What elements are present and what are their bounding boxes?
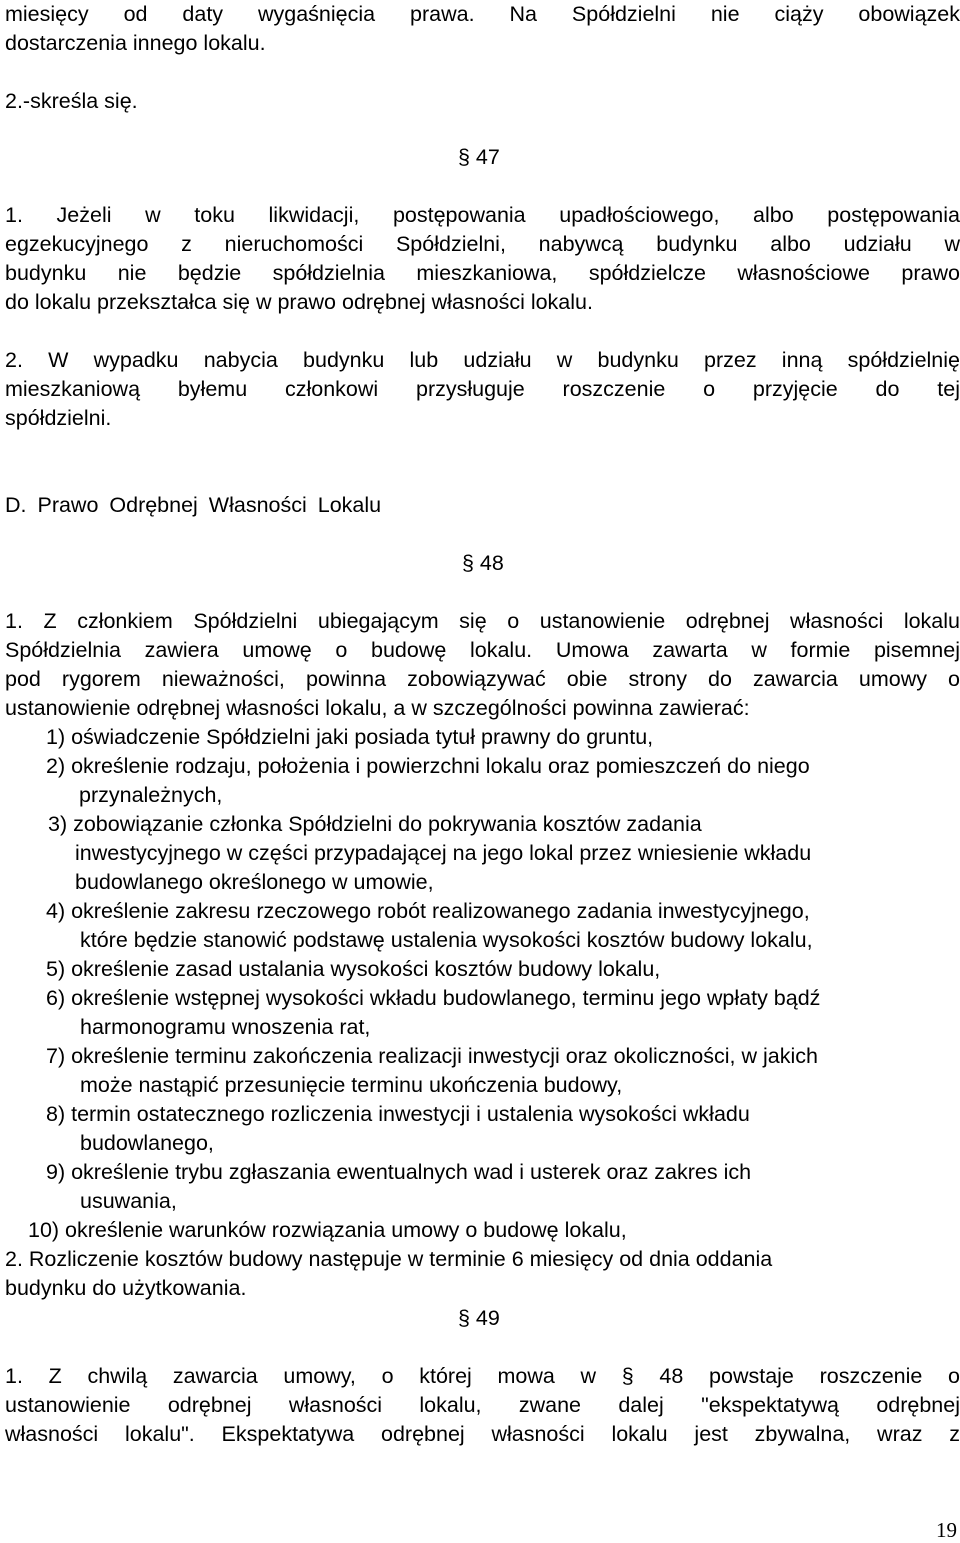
section-heading-49: § 49 bbox=[458, 1306, 500, 1330]
text-line: do lokalu przekształca się w prawo odrębnej własności lokalu. bbox=[5, 290, 593, 314]
text-line: 1. Z członkiem Spółdzielni ubiegającym się o ustanowienie odrębnej własności lokalu bbox=[5, 609, 960, 633]
chapter-heading: D. Prawo Odrębnej Własności Lokalu bbox=[5, 493, 382, 517]
text-line: budynku nie będzie spółdzielnia mieszkaniowa, spółdzielcze własnościowe prawo bbox=[5, 261, 960, 285]
text-line: pod rygorem nieważności, powinna zobowiązywać obie strony do zawarcia umowy o bbox=[5, 667, 960, 691]
list-item-continuation: przynależnych, bbox=[79, 783, 223, 807]
list-item-continuation: usuwania, bbox=[80, 1189, 177, 1213]
text-line: 1. Z chwilą zawarcia umowy, o której mowa w § 48 powstaje roszczenie o bbox=[5, 1364, 960, 1388]
text-line: 2. Rozliczenie kosztów budowy następuje w terminie 6 miesięcy od dnia oddania bbox=[5, 1247, 773, 1271]
list-item-continuation: harmonogramu wnoszenia rat, bbox=[80, 1015, 371, 1039]
text-line: 1. Jeżeli w toku likwidacji, postępowania upadłościowego, albo postępowania bbox=[5, 203, 960, 227]
text-line: mieszkaniową byłemu członkowi przysługuje roszczenie o przyjęcie do tej bbox=[5, 377, 960, 401]
text-line: własności lokalu". Ekspektatywa odrębnej własności lokalu jest zbywalna, wraz z bbox=[5, 1422, 960, 1446]
text-line: ustanowienie odrębnej własności lokalu, a w szczególności powinna zawierać: bbox=[5, 696, 750, 720]
list-item: 5) określenie zasad ustalania wysokości kosztów budowy lokalu, bbox=[46, 957, 661, 981]
text-line: egzekucyjnego z nieruchomości Spółdzielni, nabywcą budynku albo udziału w bbox=[5, 232, 960, 256]
list-item: 10) określenie warunków rozwiązania umowy o budowę lokalu, bbox=[28, 1218, 627, 1242]
text-line: spółdzielni. bbox=[5, 406, 112, 430]
list-item: 2) określenie rodzaju, położenia i powierzchni lokalu oraz pomieszczeń do niego bbox=[46, 754, 810, 778]
list-item: 4) określenie zakresu rzeczowego robót realizowanego zadania inwestycyjnego, bbox=[46, 899, 810, 923]
text-line: 2.-skreśla się. bbox=[5, 89, 138, 113]
list-item-continuation: może nastąpić przesunięcie terminu ukończenia budowy, bbox=[80, 1073, 623, 1097]
list-item: 3) zobowiązanie członka Spółdzielni do pokrywania kosztów zadania bbox=[48, 812, 702, 836]
list-item: 6) określenie wstępnej wysokości wkładu budowlanego, terminu jego wpłaty bądź bbox=[46, 986, 821, 1010]
page-number: 19 bbox=[936, 1518, 957, 1542]
list-item-continuation: inwestycyjnego w części przypadającej na jego lokal przez wniesienie wkładu bbox=[75, 841, 812, 865]
section-heading-47: § 47 bbox=[458, 145, 500, 169]
text-line: budynku do użytkowania. bbox=[5, 1276, 247, 1300]
list-item: 7) określenie terminu zakończenia realizacji inwestycji oraz okoliczności, w jakich bbox=[46, 1044, 818, 1068]
section-heading-48: § 48 bbox=[462, 551, 504, 575]
list-item-continuation: budowlanego określonego w umowie, bbox=[75, 870, 434, 894]
list-item: 9) określenie trybu zgłaszania ewentualnych wad i usterek oraz zakres ich bbox=[46, 1160, 752, 1184]
list-item-continuation: które będzie stanowić podstawę ustalenia wysokości kosztów budowy lokalu, bbox=[80, 928, 813, 952]
list-item: 1) oświadczenie Spółdzielni jaki posiada tytuł prawny do gruntu, bbox=[46, 725, 654, 749]
list-item: 8) termin ostatecznego rozliczenia inwestycji i ustalenia wysokości wkładu bbox=[46, 1102, 750, 1126]
text-line: dostarczenia innego lokalu. bbox=[5, 31, 266, 55]
text-line: ustanowienie odrębnej własności lokalu, zwane dalej "ekspektatywą odrębnej bbox=[5, 1393, 960, 1417]
text-line: 2. W wypadku nabycia budynku lub udziału w budynku przez inną spółdzielnię bbox=[5, 348, 960, 372]
text-line: miesięcy od daty wygaśnięcia prawa. Na Spółdzielni nie ciąży obowiązek bbox=[5, 2, 960, 26]
list-item-continuation: budowlanego, bbox=[80, 1131, 214, 1155]
text-line: Spółdzielnia zawiera umowę o budowę lokalu. Umowa zawarta w formie pisemnej bbox=[5, 638, 960, 662]
